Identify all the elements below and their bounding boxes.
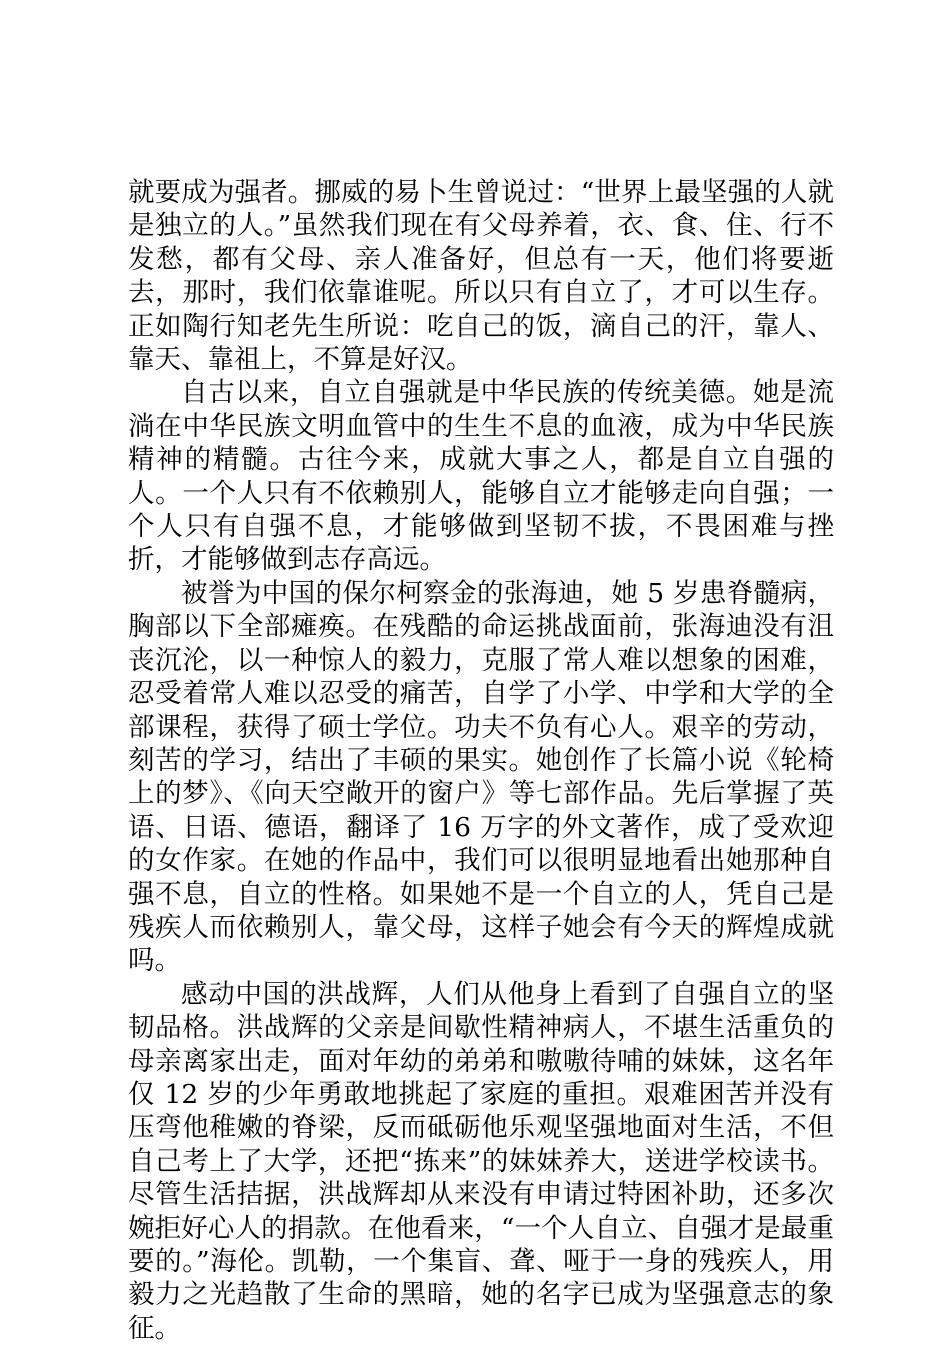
document-page <box>128 176 834 1345</box>
paragraph-hong-zhanhui: 感动中国的洪战辉，人们从他身上看到了自强自立的坚韧品格。洪战辉的父亲是间歇性精神病人，不堪生活重负的母亲离家出走，面对年幼的弟弟和嗷嗷待哺的妹妹，这名年仅 12 岁的少年勇敢地挑起了家庭的重担。艰难困苦并没有压弯他稚嫩的脊梁，反而砥砺他乐观坚强地面对生活，不但自己考上了大学，还把“拣来”的妹妹养大，送进学校读书。尽管生活拮据，洪战辉却从来没有申请过特困补助，还多次婉拒好心人的捐款。在他看来，“一个人自立、自强才是最重要的。”海伦。凯勒，一个集盲、聋、哑于一身的残疾人，用毅力之光趋散了生命的黑暗，她的名字已成为坚强意志的象征。 <box>128 978 834 1344</box>
paragraph-tradition: 自古以来，自立自强就是中华民族的传统美德。她是流淌在中华民族文明血管中的生生不息的血液，成为中华民族精神的精髓。古往今来，成就大事之人，都是自立自强的人。一个人只有不依赖别人，能够自立才能够走向自强；一个人只有自强不息，才能够做到坚韧不拔，不畏困难与挫折，才能够做到志存高远。 <box>128 377 834 576</box>
paragraph-zhang-haidi: 被誉为中国的保尔柯察金的张海迪，她 5 岁患脊髓病，胸部以下全部瘫痪。在残酷的命运挑战面前，张海迪没有沮丧沉沦，以一种惊人的毅力，克服了常人难以想象的困难，忍受着常人难以忍受的痛苦，自学了小学、中学和大学的全部课程，获得了硕士学位。功夫不负有心人。艰辛的劳动，刻苦的学习，结出了丰硕的果实。她创作了长篇小说《轮椅上的梦》、《向天空敞开的窗户》等七部作品。先后掌握了英语、日语、德语，翻译了 16 万字的外文著作，成了受欢迎的女作家。在她的作品中，我们可以很明显地看出她那种自强不息，自立的性格。如果她不是一个自立的人，凭自己是残疾人而依赖别人，靠父母，这样子她会有今天的辉煌成就吗。 <box>128 577 834 977</box>
paragraph-continuation: 就要成为强者。挪威的易卜生曾说过：“世界上最坚强的人就是独立的人。”虽然我们现在有父母养着，衣、食、住、行不发愁，都有父母、亲人准备好，但总有一天，他们将要逝去，那时，我们依靠谁呢。所以只有自立了，才可以生存。正如陶行知老先生所说：吃自己的饭，滴自己的汗，靠人、靠天、靠祖上，不算是好汉。 <box>128 177 834 376</box>
